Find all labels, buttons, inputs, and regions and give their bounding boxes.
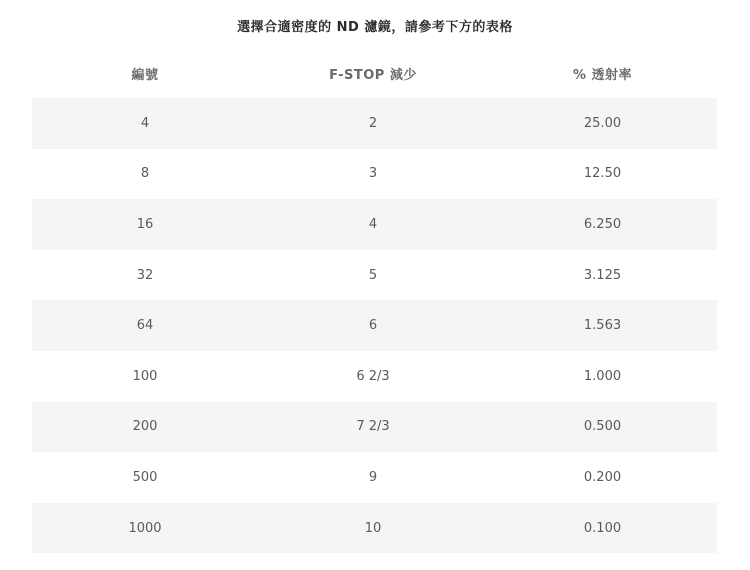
- header-cell-number: 編號: [131, 67, 159, 83]
- table-cell: 6 2/3: [356, 368, 390, 384]
- table-row: [32, 300, 717, 351]
- table-row: [32, 503, 717, 554]
- table-row: [32, 402, 717, 453]
- table-cell: 1.563: [583, 318, 622, 334]
- table-cell: 16: [136, 216, 154, 232]
- table-cell: 100: [132, 368, 158, 384]
- nd-filter-table: [32, 48, 717, 553]
- table-cell: 32: [136, 267, 154, 283]
- table-row: [32, 351, 717, 402]
- page-title: 選擇合適密度的 ND 濾鏡，請參考下方的表格: [237, 20, 513, 35]
- table-cell: 200: [132, 419, 158, 435]
- table-cell: 12.50: [583, 166, 622, 182]
- table-cell: 4: [368, 216, 378, 232]
- table-row: [32, 250, 717, 301]
- table-row: [32, 98, 717, 149]
- table-cell: 1.000: [583, 368, 622, 384]
- table-cell: 4: [140, 115, 150, 131]
- table-cell: 25.00: [583, 115, 622, 131]
- table-cell: 8: [140, 166, 150, 182]
- table-cell: 2: [368, 115, 378, 131]
- table-row: [32, 199, 717, 250]
- table-cell: 6.250: [583, 216, 622, 232]
- header-cell-fstop: F-STOP 減少: [329, 67, 417, 83]
- table-cell: 0.100: [583, 520, 622, 536]
- table-cell: 9: [368, 469, 378, 485]
- table-cell: 64: [136, 318, 154, 334]
- table-cell: 3.125: [583, 267, 622, 283]
- table-cell: 0.200: [583, 469, 622, 485]
- table-cell: 500: [132, 469, 158, 485]
- header-cell-transmission: % 透射率: [572, 67, 633, 83]
- table-cell: 0.500: [583, 419, 622, 435]
- table-cell: 6: [368, 318, 378, 334]
- table-cell: 1000: [128, 520, 162, 536]
- table-cell: 7 2/3: [356, 419, 390, 435]
- table-cell: 5: [368, 267, 378, 283]
- table-row: [32, 452, 717, 503]
- table-cell: 3: [368, 166, 378, 182]
- table-header-row: [32, 48, 717, 98]
- table-cell: 10: [364, 520, 382, 536]
- table-row: [32, 149, 717, 200]
